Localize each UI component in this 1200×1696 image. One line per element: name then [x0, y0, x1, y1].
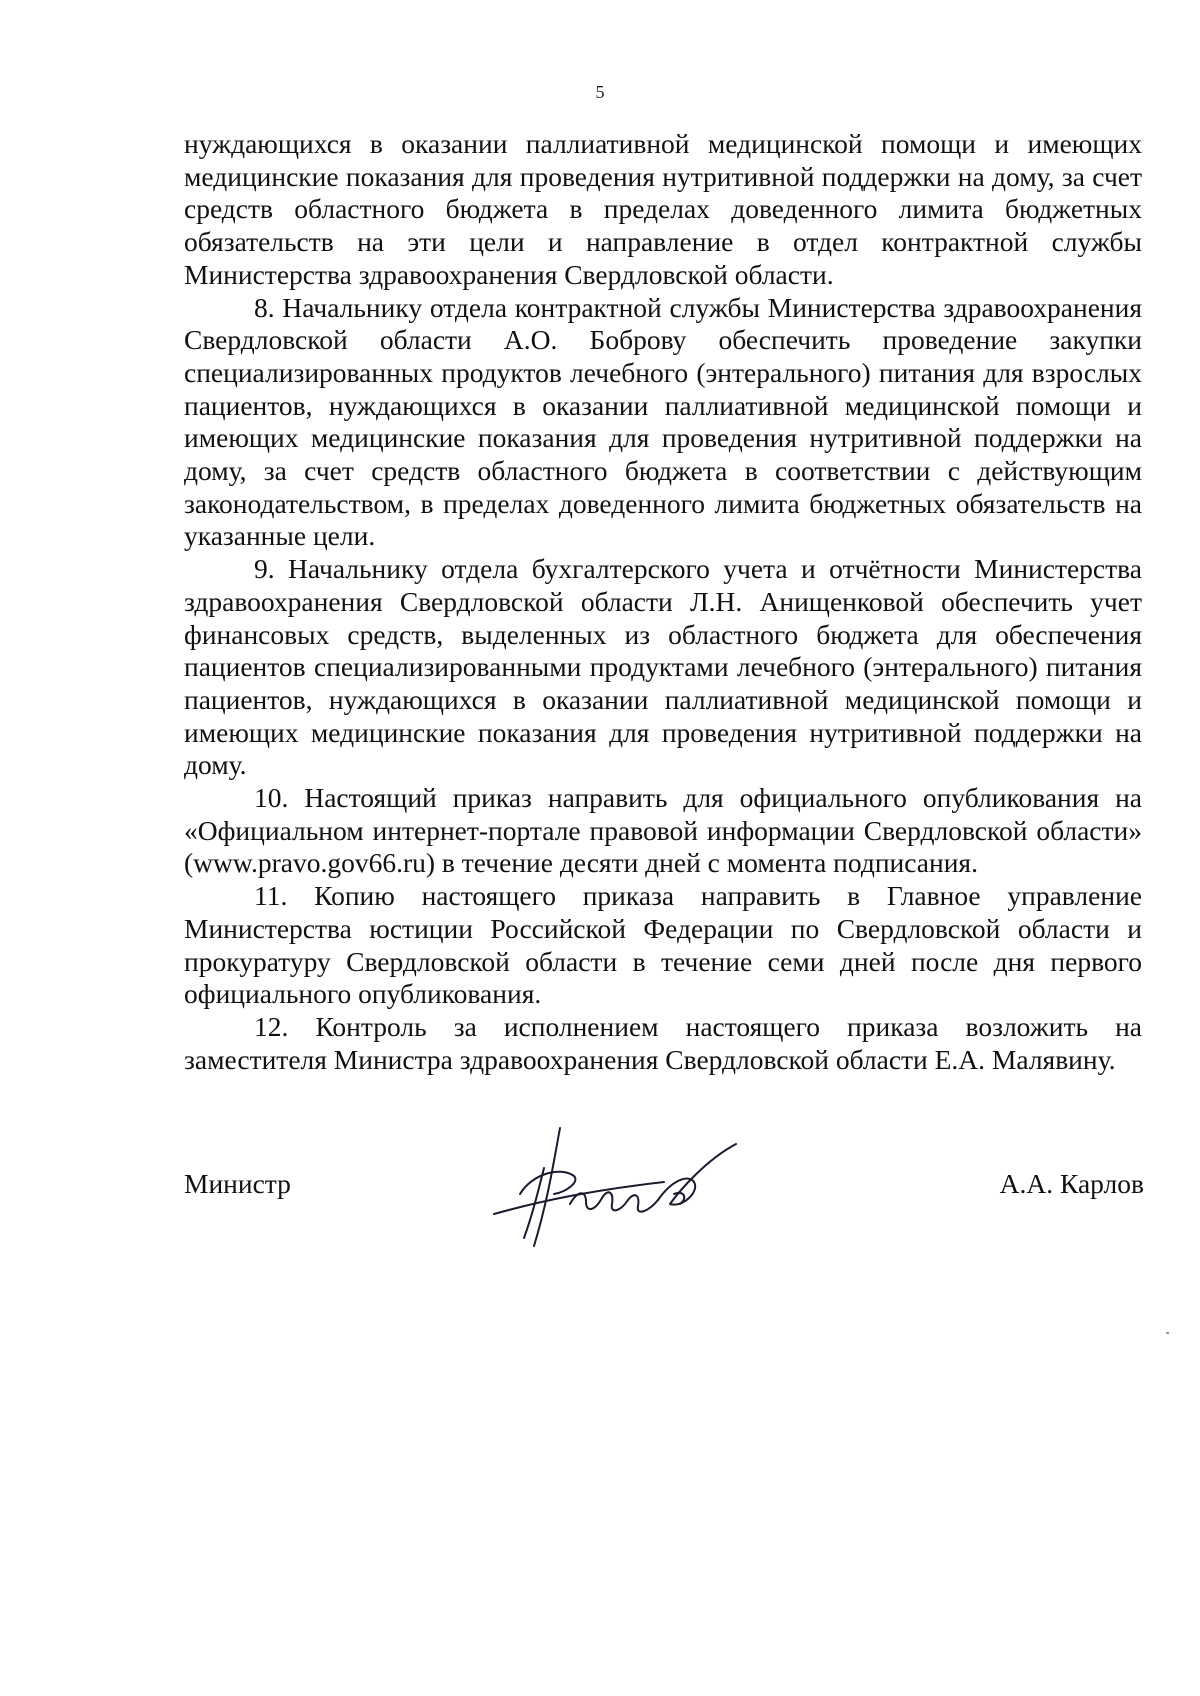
- signatory-name: А.А. Карлов: [999, 1168, 1144, 1199]
- scan-speck: [1166, 1332, 1169, 1334]
- document-body: [184, 128, 1142, 1076]
- signature-block: [184, 1120, 1144, 1240]
- paragraph-item-11: 11. Копию настоящего приказа направить в Главное управление Министерства юстиции Российской Федерации по Свердловской области и прокуратуру Свердловской области в течение семи дней после дня первого официального опубликования.: [184, 880, 1142, 1010]
- paragraph-item-12: 12. Контроль за исполнением настоящего приказа возложить на заместителя Министра здравоохранения Свердловской области Е.А. Малявину.: [184, 1010, 1142, 1075]
- signatory-title: Министр: [184, 1168, 291, 1199]
- handwritten-signature-icon: [474, 1120, 754, 1250]
- paragraph-item-9: 9. Начальнику отдела бухгалтерского учета и отчётности Министерства здравоохранения Свердловской области Л.Н. Анищенковой обеспечить учет финансовых средств, выделенных из областного бюджета для обеспечения пациентов специализированными продуктами лечебного (энтерального) питания пациентов, нуждающихся в оказании паллиативной медицинской помощи и имеющих медицинские показания для проведения нутритивной поддержки на дому.: [184, 553, 1142, 781]
- paragraph-item-10: 10. Настоящий приказ направить для официального опубликования на «Официальном интернет-портале правовой информации Свердловской области» (www.pravo.gov66.ru) в течение десяти дней с момента подписания.: [184, 782, 1142, 879]
- page-number: 5: [595, 82, 605, 102]
- paragraph-continuation: нуждающихся в оказании паллиативной медицинской помощи и имеющих медицинские показания для проведения нутритивной поддержки на дому, за счет средств областного бюджета в пределах доведенного лимита бюджетных обязательств на эти цели и направление в отдел контрактной службы Министерства здравоохранения Свердловской области.: [184, 128, 1142, 290]
- paragraph-item-8: 8. Начальнику отдела контрактной службы Министерства здравоохранения Свердловской области А.О. Боброву обеспечить проведение закупки специализированных продуктов лечебного (энтерального) питания для взрослых пациентов, нуждающихся в оказании паллиативной медицинской помощи и имеющих медицинские показания для проведения нутритивной поддержки на дому, за счет средств областного бюджета в соответствии с действующим законодательством, в пределах доведенного лимита бюджетных обязательств на указанные цели.: [184, 291, 1142, 552]
